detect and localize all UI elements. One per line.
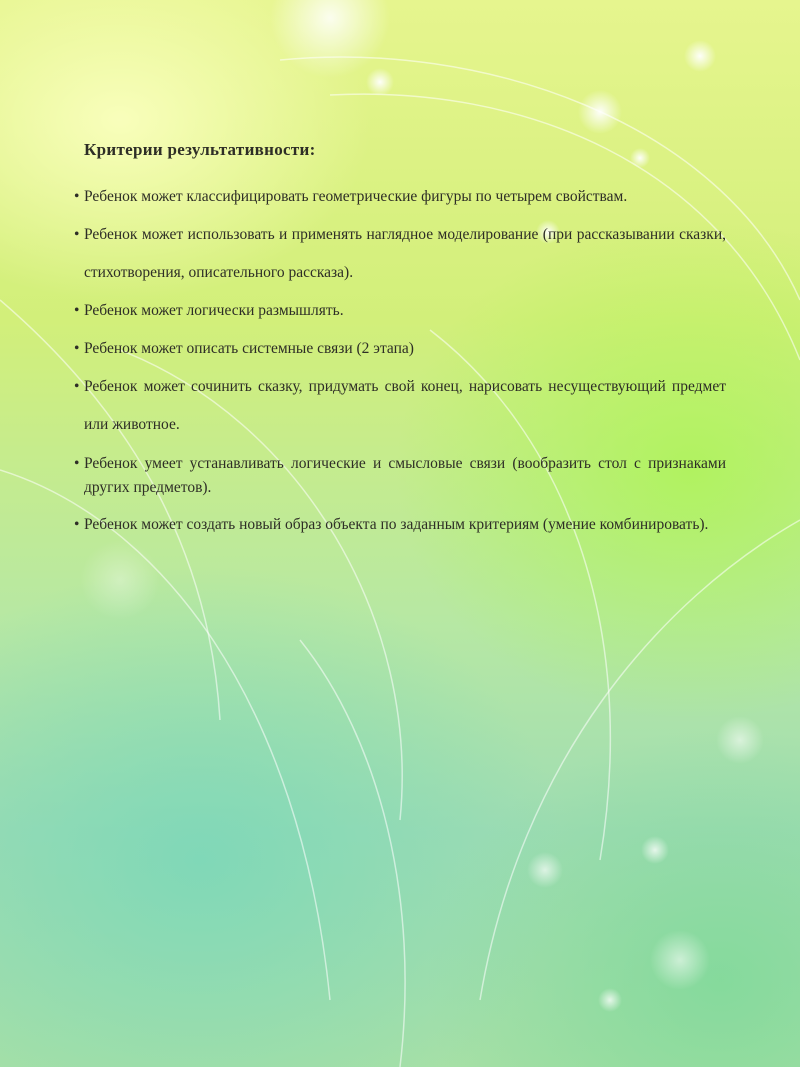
bullet-icon: • — [74, 188, 80, 205]
bullet-icon: • — [74, 302, 80, 319]
list-item — [74, 330, 726, 368]
list-item-text: Ребенок умеет устанавливать логические и смысловые связи (вообразить стол с признаками других предметов). — [84, 455, 726, 496]
list-item-text: Ребенок может логически размышлять. — [84, 302, 344, 319]
list-item-text: Ребенок может создать новый образ объекта по заданным критериям (умение комбинировать). — [84, 516, 709, 533]
list-item-text: Ребенок может сочинить сказку, придумать свой конец, нарисовать несуществующий предмет или животное. — [84, 378, 726, 433]
bullet-icon: • — [74, 340, 80, 357]
criteria-text-block — [74, 140, 726, 544]
list-item-text: Ребенок может описать системные связи (2 этапа) — [84, 340, 414, 357]
list-item — [74, 178, 726, 216]
list-item — [74, 216, 726, 292]
bullet-icon: • — [74, 226, 80, 243]
bullet-icon: • — [74, 455, 80, 472]
page-title: Критерии результативности: — [84, 140, 316, 159]
list-item-text: Ребенок может использовать и применять наглядное моделирование (при рассказывании сказки, стихотворения, описательного рассказа). — [84, 226, 726, 281]
list-item — [74, 506, 726, 544]
list-item — [74, 368, 726, 444]
list-item — [74, 452, 726, 500]
list-item — [74, 292, 726, 330]
bullet-icon: • — [74, 516, 80, 533]
bullet-icon: • — [74, 378, 80, 395]
list-item-text: Ребенок может классифицировать геометрические фигуры по четырем свойствам. — [84, 188, 628, 205]
